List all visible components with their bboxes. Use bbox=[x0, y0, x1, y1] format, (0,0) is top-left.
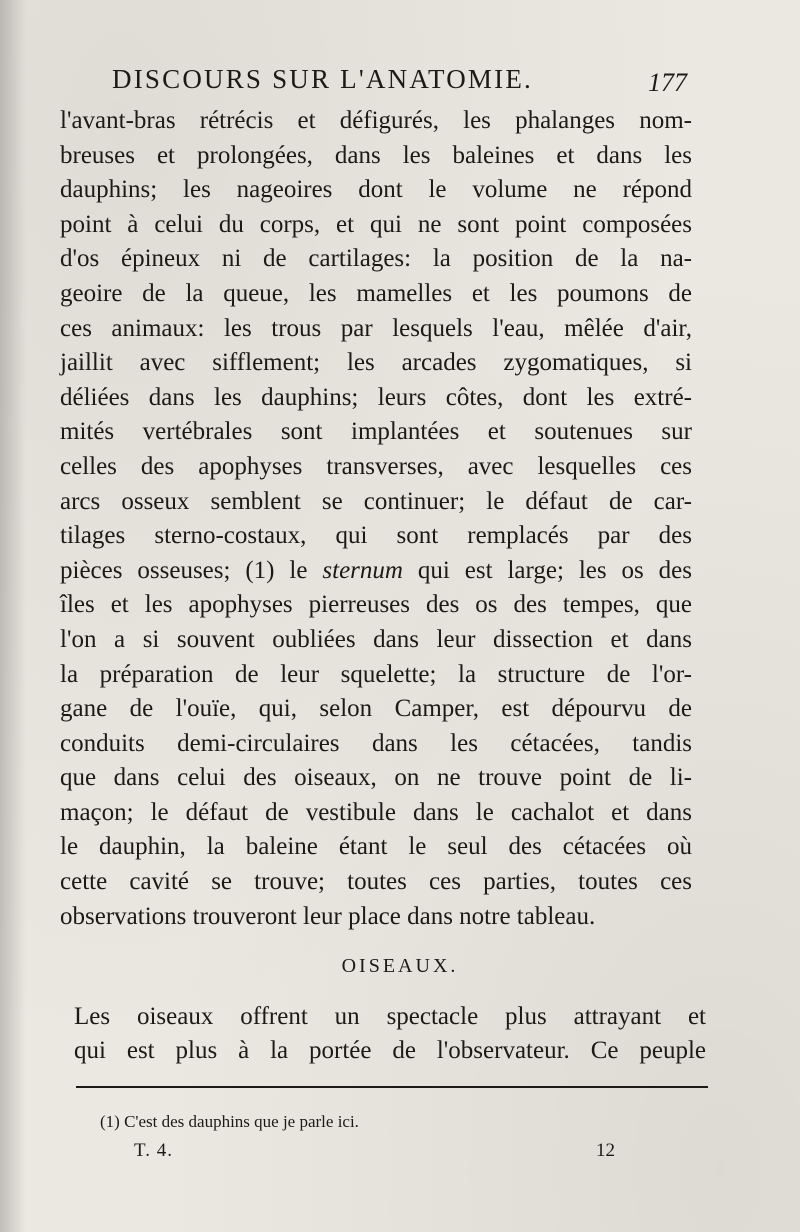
text-line: maçon; le défaut de vestibule dans le cachalot et dans bbox=[60, 798, 692, 826]
text-line: jaillit avec sifflement; les arcades zygomatiques, si bbox=[60, 349, 692, 377]
text-line: conduits demi-circulaires dans les cétacées, tandis bbox=[60, 729, 692, 757]
text-line: geoire de la queue, les mamelles et les poumons de bbox=[60, 279, 692, 307]
text-line: gane de l'ouïe, qui, selon Camper, est dépourvu de bbox=[60, 695, 692, 723]
text-segment: pièces osseuses; (1) le bbox=[60, 556, 323, 584]
page-header bbox=[112, 58, 687, 104]
footnote: (1) C'est des dauphins que je parle ici. bbox=[100, 1112, 359, 1131]
text-line: arcs osseux semblent se continuer; le défaut de car- bbox=[60, 487, 692, 515]
text-line: l'on a si souvent oubliées dans leur dissection et dans bbox=[60, 625, 692, 653]
text-line: celles des apophyses transverses, avec lesquelles ces bbox=[60, 452, 692, 480]
body-paragraph bbox=[60, 104, 692, 934]
text-line: qui est plus à la portée de l'observateur. Ce peuple bbox=[74, 1037, 706, 1064]
binding-shadow bbox=[0, 0, 26, 1232]
text-segment: qui est large; les os des bbox=[402, 556, 692, 584]
page-number: 177 bbox=[648, 68, 687, 97]
italic-term: sternum bbox=[322, 556, 403, 584]
text-line: cette cavité se trouve; toutes ces parties, toutes ces bbox=[60, 868, 692, 896]
text-line: mités vertébrales sont implantées et soutenues sur bbox=[60, 418, 692, 446]
signature-number: 12 bbox=[596, 1140, 615, 1161]
text-line: l'avant-bras rétrécis et défigurés, les phalanges nom- bbox=[60, 107, 692, 134]
text-line: point à celui du corps, et qui ne sont point composées bbox=[60, 210, 692, 238]
running-title: DISCOURS SUR L'ANATOMIE. bbox=[112, 64, 533, 94]
text-line: que dans celui des oiseaux, on ne trouve point de li- bbox=[60, 764, 692, 792]
text-line: d'os épineux ni de cartilages: la position de la na- bbox=[60, 245, 692, 273]
text-line: observations trouveront leur place dans notre tableau. bbox=[60, 902, 596, 930]
text-line: Les oiseaux offrent un spectacle plus attrayant et bbox=[74, 1003, 706, 1030]
text-line: breuses et prolongées, dans les baleines et dans les bbox=[60, 141, 692, 169]
text-line: le dauphin, la baleine étant le seul des cétacées où bbox=[60, 833, 692, 861]
footnote-rule bbox=[76, 1086, 708, 1088]
text-line: dauphins; les nageoires dont le volume ne répond bbox=[60, 176, 692, 204]
text-line: ces animaux: les trous par lesquels l'eau, mêlée d'air, bbox=[60, 314, 692, 342]
section-paragraph bbox=[74, 1000, 706, 1068]
signature-mark: T. 4. bbox=[134, 1140, 173, 1161]
text-line: îles et les apophyses pierreuses des os des tempes, que bbox=[60, 591, 692, 619]
text-line-with-italic bbox=[60, 554, 692, 589]
text-line: la préparation de leur squelette; la structure de l'or- bbox=[60, 660, 692, 688]
text-line: tilages sterno-costaux, qui sont remplacés par des bbox=[60, 522, 692, 550]
text-line: déliées dans les dauphins; leurs côtes, dont les extré- bbox=[60, 383, 692, 411]
section-heading: OISEAUX. bbox=[341, 955, 459, 977]
